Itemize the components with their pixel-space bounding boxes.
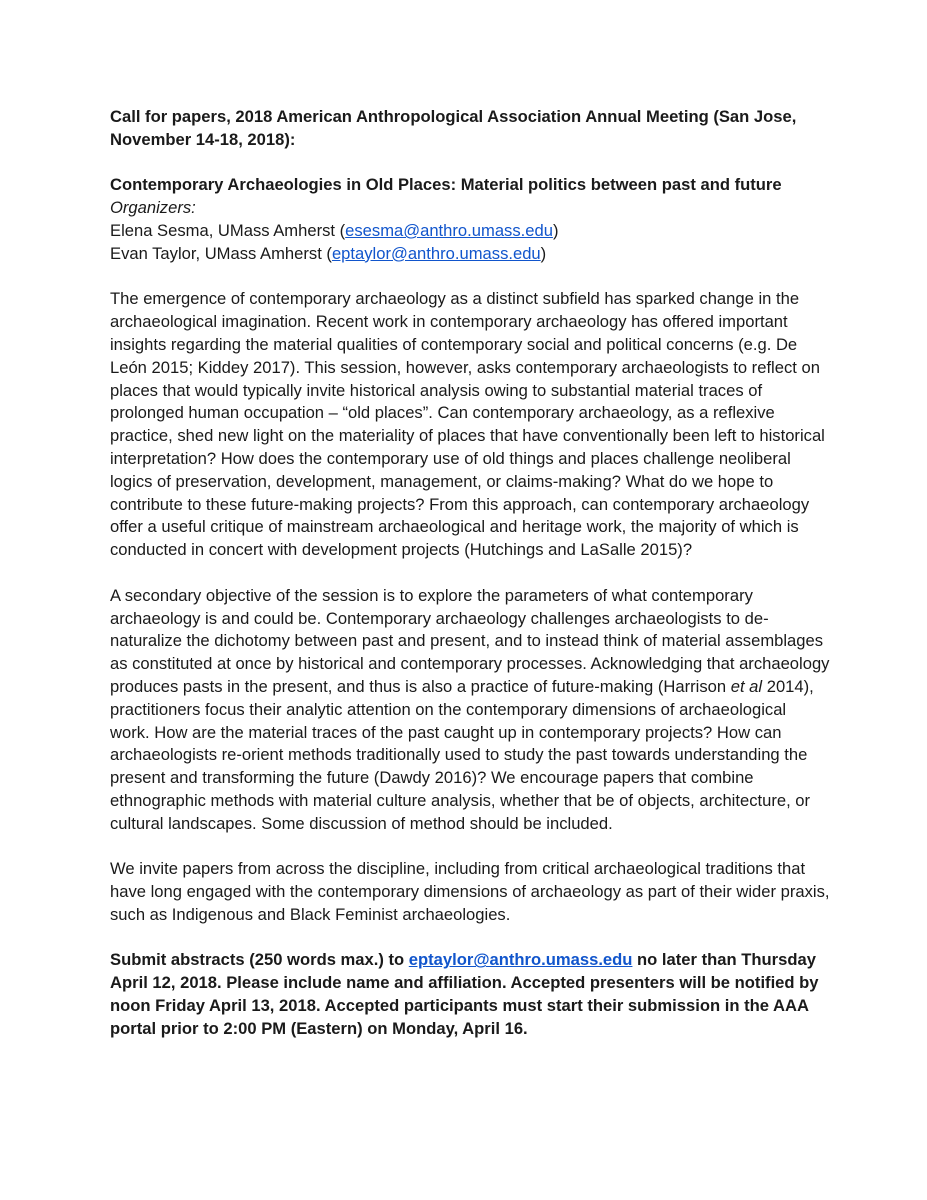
paragraph-secondary-objective (110, 585, 830, 836)
submission-instructions (110, 949, 830, 1040)
paragraph-text: A secondary objective of the session is to explore the parameters of what contemporary archaeology is and could be. Contemporary archaeology challenges archaeologists to de-naturalize the dichotomy between past and present, and to instead think of material assemblages as constituted at once by historical and contemporary processes. Acknowledging that archaeology produces pasts in the present, and thus is also a practice of future-making (Harrison (110, 585, 830, 696)
call-for-papers-title: Call for papers, 2018 American Anthropological Association Annual Meeting (San Jose, November 14-18, 2018): (110, 107, 797, 149)
organizers-label: Organizers: (110, 198, 196, 218)
organizer-entry (110, 243, 830, 266)
organizer-name: Elena Sesma, UMass Amherst ( (110, 220, 346, 240)
session-info (110, 174, 830, 265)
organizer-close-paren: ) (540, 243, 547, 263)
paragraph-text: 2014), practitioners focus their analytic attention on the contemporary dimensions of archaeological work. How are the material traces of the past caught up in contemporary projects? How can archaeologists re-orient methods traditionally used to study the past towards understanding the present and transforming the future (Dawdy 2016)? We encourage papers that combine ethnographic methods with material culture analysis, whether that be of objects, architecture, or cultural landscapes. Some discussion of method should be included. (110, 676, 814, 833)
submission-text: no later than Thursday April 12, 2018. Please include name and affiliation. Accepted presenters will be notified by noon Friday April 13, 2018. Accepted participants must start their submission in the AAA portal prior to 2:00 PM (Eastern) on Monday, April 16. (110, 950, 819, 1038)
organizer-email-link[interactable]: esesma@anthro.umass.edu (345, 220, 553, 240)
submission-email-link[interactable]: eptaylor@anthro.umass.edu (408, 950, 633, 970)
organizer-email-link[interactable]: eptaylor@anthro.umass.edu (331, 243, 541, 263)
italic-et-al: et al (730, 676, 763, 696)
submission-text: Submit abstracts (250 words max.) to (110, 950, 409, 970)
document-page (110, 106, 830, 1041)
organizer-name: Evan Taylor, UMass Amherst ( (110, 243, 332, 263)
paragraph-invitation: We invite papers from across the discipline, including from critical archaeological traditions that have long engaged with the contemporary dimensions of archaeology as part of their wider praxis, such as Indigenous and Black Feminist archaeologies. (110, 859, 830, 924)
organizer-entry (110, 220, 830, 243)
session-title: Contemporary Archaeologies in Old Places: Material politics between past and future (110, 175, 782, 195)
organizer-close-paren: ) (552, 220, 559, 240)
paragraph-intro: The emergence of contemporary archaeology as a distinct subfield has sparked change in the archaeological imagination. Recent work in contemporary archaeology has offered important insights regarding the material qualities of contemporary social and political concerns (e.g. De León 2015; Kiddey 2017). This session, however, asks contemporary archaeologists to reflect on places that would typically invite historical analysis owing to substantial material traces of prolonged human occupation – “old places”. Can contemporary archaeology, as a reflexive practice, shed new light on the materiality of places that have conventionally been left to historical interpretation? How does the contemporary use of old things and places challenge neoliberal logics of preservation, development, management, or claims-making? What do we hope to contribute to these future-making projects? From this approach, can contemporary archaeology offer a useful critique of mainstream archaeological and heritage work, the majority of which is conducted in concert with development projects (Hutchings and LaSalle 2015)? (110, 289, 825, 560)
